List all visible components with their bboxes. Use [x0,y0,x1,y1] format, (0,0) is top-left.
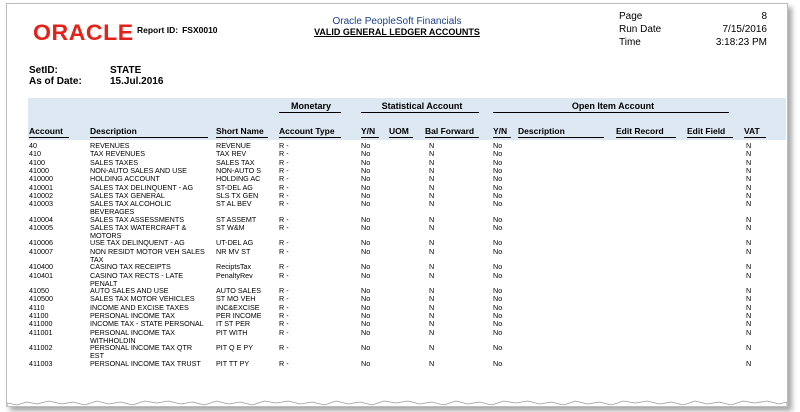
bal-forward-cell: N [429,319,435,329]
setid-label: SetID: [29,65,58,76]
report-id-value: FSX0010 [182,25,218,35]
open-item-yn-cell: No [493,270,503,280]
vat-cell: N [746,262,752,272]
account-type-cell: R - [279,182,289,192]
col-account-type-rule [279,137,341,138]
short-name-cell: PER INCOME [216,310,262,320]
open-item-yn-cell: No [493,174,503,184]
short-name-cell: NON-AUTO S [216,165,261,175]
statistical-yn-cell: No [361,214,371,224]
vat-cell: N [746,246,752,256]
report-title: VALID GENERAL LEDGER ACCOUNTS [314,27,480,37]
statistical-yn-cell: No [361,174,371,184]
statistical-yn-cell: No [361,327,371,337]
col-description-rule [90,137,208,138]
short-name-cell: UT-DEL AG [216,238,254,248]
open-item-yn-cell: No [493,246,503,256]
page-number: 8 [761,11,767,22]
report-id-label: Report ID: [137,25,179,35]
open-item-yn-cell: No [493,149,503,159]
account-type-cell: R - [279,149,289,159]
col-account-rule [29,137,69,138]
bal-forward-cell: N [429,149,435,159]
open-item-yn-cell: No [493,238,503,248]
statistical-yn-cell: No [361,165,371,175]
run-time: 3:18:23 PM [715,37,767,48]
short-name-cell: PIT Q E PY [216,343,254,352]
short-name-cell: ST MO VEH [216,294,256,304]
vat-cell: N [746,149,752,159]
group-monetary-rule [279,112,341,113]
description-cell: PERSONAL INCOME TAX WITHHOLDIN [90,327,175,345]
statistical-yn-cell: No [361,358,371,368]
short-name-cell: PenaltyRev [216,270,253,280]
vat-cell: N [746,294,752,304]
account-cell: 4100 [29,157,45,167]
statistical-yn-cell: No [361,262,371,272]
col-vat: VAT [744,126,760,136]
open-item-yn-cell: No [493,190,503,200]
statistical-yn-cell: No [361,182,371,192]
meta-values [697,10,767,49]
account-type-cell: R - [279,174,289,184]
description-cell: NON-AUTO SALES AND USE [90,165,187,175]
open-item-yn-cell: No [493,310,503,320]
account-type-cell: R - [279,199,289,209]
description-cell: PERSONAL INCOME TAX QTR EST [90,343,193,360]
account-cell: 410002 [29,190,53,200]
account-cell: 410000 [29,174,53,184]
statistical-yn-cell: No [361,286,371,295]
statistical-yn-cell: No [361,141,371,150]
account-cell: 40 [29,141,37,150]
open-item-yn-cell: No [493,141,503,150]
group-open-item-rule [493,112,729,113]
group-open-item: Open Item Account [571,101,655,111]
account-cell: 410001 [29,182,53,192]
statistical-yn-cell: No [361,149,371,159]
open-item-yn-cell: No [493,222,503,232]
statistical-yn-cell: No [361,238,371,248]
col-edit-field: Edit Field [687,126,726,136]
account-cell: 410400 [29,262,53,272]
col-uom-rule [389,137,413,138]
account-type-cell: R - [279,157,289,167]
col-oi-description-rule [518,137,604,138]
short-name-cell: NR MV ST [216,246,251,256]
account-type-cell: R - [279,358,289,368]
description-cell: SALES TAX MOTOR VEHICLES [90,294,195,304]
description-cell: CASINO TAX RECEIPTS [90,262,171,272]
torn-edge-graphic [7,399,787,407]
open-item-yn-cell: No [493,343,503,352]
oracle-logo: ORACLE [33,20,134,45]
account-type-cell: R - [279,246,289,256]
account-cell: 410401 [29,270,53,280]
statistical-yn-cell: No [361,246,371,256]
meta-labels [619,10,661,49]
statistical-yn-cell: No [361,302,371,312]
account-cell: 410 [29,149,41,159]
report-page [6,3,788,407]
page-label: Page [619,11,643,22]
time-label: Time [619,37,641,48]
description-cell: SALES TAX WATERCRAFT & MOTORS [90,222,187,240]
col-short-name-rule [216,137,268,138]
account-cell: 410003 [29,199,53,209]
account-cell: 41100 [29,310,49,320]
vat-cell: N [746,319,752,329]
bal-forward-cell: N [429,174,435,184]
account-type-cell: R - [279,190,289,200]
statistical-yn-cell: No [361,310,371,320]
bal-forward-cell: N [429,343,435,352]
parameter-labels [29,65,82,87]
account-type-cell: R - [279,165,289,175]
statistical-yn-cell: No [361,294,371,304]
description-cell: INCOME AND EXCISE TAXES [90,302,189,312]
asof-value: 15.Jul.2016 [110,76,164,87]
account-type-cell: R - [279,327,289,337]
account-cell: 410007 [29,246,53,256]
statistical-yn-cell: No [361,270,371,280]
bal-forward-cell: N [429,214,435,224]
account-type-cell: R - [279,310,289,320]
account-type-cell: R - [279,343,289,352]
short-name-cell: PIT WITH [216,327,248,337]
description-cell: REVENUES [90,141,130,150]
bal-forward-cell: N [429,182,435,192]
col-stat-yn: Y/N [361,126,376,136]
bal-forward-cell: N [429,246,435,256]
account-type-cell: R - [279,141,289,150]
short-name-cell: ST ASSEMT [216,214,257,224]
vat-cell: N [746,222,752,232]
short-name-cell: ReciptsTax [216,262,252,272]
description-cell: INCOME TAX - STATE PERSONAL [90,319,204,329]
col-description: Description [90,126,137,136]
description-cell: TAX REVENUES [90,149,145,159]
short-name-cell: TAX REV [216,149,247,159]
description-cell: SALES TAX DELINQUENT - AG [90,182,194,192]
account-cell: 410500 [29,294,53,304]
description-cell: USE TAX DELINQUENT - AG [90,238,185,248]
description-cell: AUTO SALES AND USE [90,286,169,295]
description-cell: SALES TAX ASSESSMENTS [90,214,185,224]
open-item-yn-cell: No [493,157,503,167]
account-type-cell: R - [279,214,289,224]
open-item-yn-cell: No [493,214,503,224]
description-cell: SALES TAXES [90,157,139,167]
run-date: 7/15/2016 [722,24,767,35]
account-type-cell: R - [279,294,289,304]
account-cell: 411002 [29,343,53,352]
short-name-cell: ST AL BEV [216,199,252,209]
open-item-yn-cell: No [493,319,503,329]
account-cell: 411001 [29,327,53,337]
col-bal-forward: Bal Forward [425,126,475,136]
bal-forward-cell: N [429,141,435,150]
bal-forward-cell: N [429,199,435,209]
vat-cell: N [746,286,752,295]
vat-cell: N [746,190,752,200]
account-type-cell: R - [279,262,289,272]
bal-forward-cell: N [429,302,435,312]
group-monetary: Monetary [290,101,331,111]
account-cell: 410004 [29,214,53,224]
short-name-cell: HOLDING AC [216,174,261,184]
account-type-cell: R - [279,222,289,232]
vat-cell: N [746,174,752,184]
description-cell: HOLDING ACCOUNT [90,174,160,184]
short-name-cell: IT ST PER [216,319,251,329]
bal-forward-cell: N [429,294,435,304]
vat-cell: N [746,302,752,312]
vat-cell: N [746,343,752,352]
group-statistical-rule [361,112,479,113]
report-id [137,25,218,35]
account-cell: 410006 [29,238,53,248]
bal-forward-cell: N [429,270,435,280]
account-cell: 411000 [29,319,53,329]
account-type-cell: R - [279,270,289,280]
col-stat-yn-rule [361,137,379,138]
open-item-yn-cell: No [493,199,503,209]
vat-cell: N [746,270,752,280]
short-name-cell: ST-DEL AG [216,182,253,192]
description-cell: PERSONAL INCOME TAX TRUST [90,358,201,368]
asof-label: As of Date: [29,76,82,87]
bal-forward-cell: N [429,262,435,272]
vat-cell: N [746,327,752,337]
run-date-label: Run Date [619,24,662,35]
parameter-values [110,65,163,87]
short-name-cell: ST W&M [216,222,245,232]
col-edit-record: Edit Record [616,126,664,136]
vat-cell: N [746,358,752,368]
bal-forward-cell: N [429,286,435,295]
short-name-cell: PIT TT PY [216,358,250,368]
account-cell: 411003 [29,358,53,368]
bal-forward-cell: N [429,327,435,337]
application-name: Oracle PeopleSoft Financials [332,16,462,27]
account-cell: 4110 [29,302,45,312]
col-oi-yn-rule [493,137,511,138]
account-type-cell: R - [279,238,289,248]
vat-cell: N [746,238,752,248]
vat-cell: N [746,182,752,192]
bal-forward-cell: N [429,157,435,167]
short-name-cell: AUTO SALES [216,286,262,295]
col-account: Account [29,126,63,136]
setid-value: STATE [110,65,142,76]
short-name-cell: SALES TAX [216,157,255,167]
vat-cell: N [746,310,752,320]
statistical-yn-cell: No [361,343,371,352]
open-item-yn-cell: No [493,165,503,175]
statistical-yn-cell: No [361,190,371,200]
open-item-yn-cell: No [493,327,503,337]
account-cell: 41050 [29,286,49,295]
col-bal-forward-rule [425,137,479,138]
col-vat-rule [744,137,766,138]
bal-forward-cell: N [429,190,435,200]
short-name-cell: SLS TX GEN [216,190,259,200]
vat-cell: N [746,199,752,209]
group-statistical: Statistical Account [381,101,463,111]
vat-cell: N [746,165,752,175]
account-type-cell: R - [279,319,289,329]
open-item-yn-cell: No [493,262,503,272]
bal-forward-cell: N [429,310,435,320]
account-cell: 41000 [29,165,49,175]
col-oi-yn: Y/N [493,126,508,136]
open-item-yn-cell: No [493,358,503,368]
col-short-name: Short Name [216,126,264,136]
bal-forward-cell: N [429,165,435,175]
vat-cell: N [746,214,752,224]
bal-forward-cell: N [429,238,435,248]
open-item-yn-cell: No [493,182,503,192]
bal-forward-cell: N [429,222,435,232]
vat-cell: N [746,157,752,167]
account-type-cell: R - [279,302,289,312]
short-name-cell: INC&EXCISE [216,302,260,312]
bal-forward-cell: N [429,358,435,368]
open-item-yn-cell: No [493,294,503,304]
open-item-yn-cell: No [493,302,503,312]
description-cell: PERSONAL INCOME TAX [90,310,175,320]
statistical-yn-cell: No [361,199,371,209]
col-edit-field-rule [687,137,733,138]
account-cell: 410005 [29,222,53,232]
vat-cell: N [746,141,752,150]
description-cell: SALES TAX GENERAL [90,190,165,200]
col-edit-record-rule [616,137,676,138]
col-oi-description: Description [518,126,565,136]
statistical-yn-cell: No [361,319,371,329]
col-uom: UOM [389,126,409,136]
description-cell: CASINO TAX RECTS - LATE PENALT [90,270,184,288]
statistical-yn-cell: No [361,222,371,232]
short-name-cell: REVENUE [216,141,251,150]
col-account-type: Account Type [279,126,335,136]
statistical-yn-cell: No [361,157,371,167]
description-cell: NON RESIDT MOTOR VEH SALES TAX [90,246,205,264]
open-item-yn-cell: No [493,286,503,295]
account-type-cell: R - [279,286,289,295]
description-cell: SALES TAX ALCOHOLIC BEVERAGES [90,199,172,217]
